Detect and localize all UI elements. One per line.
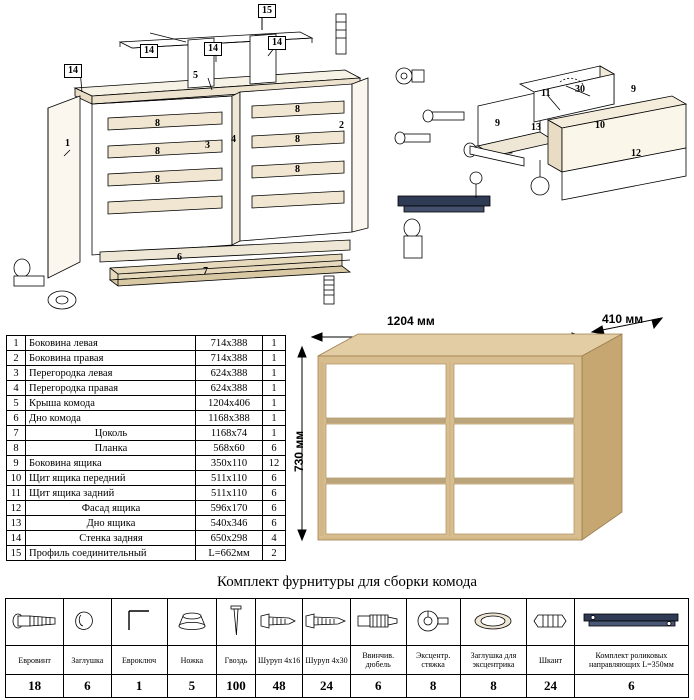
part-number: 2 (7, 351, 26, 366)
drawer-slide-icon (574, 599, 688, 646)
hardware-qty: 5 (167, 675, 217, 698)
callout-7: 7 (203, 266, 208, 277)
product-vector (292, 312, 692, 572)
part-number: 12 (7, 501, 26, 516)
part-qty: 1 (263, 381, 286, 396)
part-name: Фасад ящика (26, 501, 196, 516)
eccentric-tie-icon (406, 599, 460, 646)
part-size: 568х60 (196, 441, 263, 456)
hardware-name: Эксцентр. стяжка (406, 646, 460, 675)
part-name: Крыша комода (26, 396, 196, 411)
nail-icon (217, 599, 256, 646)
part-number: 15 (7, 546, 26, 561)
part-size: 650х298 (196, 531, 263, 546)
hardware-name: Евроключ (111, 646, 167, 675)
part-name: Щит ящика передний (26, 471, 196, 486)
screw-4x16-icon (255, 599, 302, 646)
hardware-qty-row (6, 675, 689, 698)
product-view (292, 312, 692, 572)
part-size: 1168х388 (196, 411, 263, 426)
table-row (7, 486, 286, 501)
table-row (7, 546, 286, 561)
hardware-section-title: Комплект фурнитуры для сборки комода (216, 574, 477, 590)
part-qty: 2 (263, 546, 286, 561)
hardware-name: Ножка (167, 646, 217, 675)
hardware-qty: 24 (527, 675, 574, 698)
part-size: 596х170 (196, 501, 263, 516)
part-number: 14 (7, 531, 26, 546)
hardware-name: Шкант (527, 646, 574, 675)
hardware-name: Комплект роликовых направляющих L=350мм (574, 646, 688, 675)
part-size: 1204х406 (196, 396, 263, 411)
hardware-name: Шуруп 4х30 (303, 646, 350, 675)
part-name: Цоколь (26, 426, 196, 441)
callout-4: 4 (231, 134, 236, 145)
table-row (7, 441, 286, 456)
height-dimension-label: 730 мм (292, 430, 306, 472)
hardware-qty: 18 (6, 675, 64, 698)
table-row (7, 396, 286, 411)
width-dimension-label: 1204 мм (387, 314, 435, 328)
callout-9-b: 9 (631, 84, 636, 95)
table-row (7, 426, 286, 441)
callout-14-a: 14 (140, 44, 158, 58)
part-size: 540х346 (196, 516, 263, 531)
part-qty: 1 (263, 336, 286, 351)
hardware-table (5, 598, 689, 698)
callout-8-e: 8 (295, 134, 300, 145)
part-size: 714х388 (196, 351, 263, 366)
callout-14-c: 14 (268, 36, 286, 50)
dowel-icon (527, 599, 574, 646)
callout-6: 6 (177, 252, 182, 263)
parts-table (6, 335, 286, 561)
callout-8-f: 8 (295, 164, 300, 175)
table-row (7, 456, 286, 471)
part-size: 350х110 (196, 456, 263, 471)
table-row (7, 366, 286, 381)
part-size: 1168х74 (196, 426, 263, 441)
part-qty: 1 (263, 396, 286, 411)
part-name: Планка (26, 441, 196, 456)
euro-screw-icon (6, 599, 64, 646)
table-row (7, 381, 286, 396)
table-row (7, 531, 286, 546)
part-number: 7 (7, 426, 26, 441)
part-name: Боковина правая (26, 351, 196, 366)
hardware-qty: 8 (460, 675, 527, 698)
hardware-qty: 6 (64, 675, 111, 698)
depth-dimension-label: 410 мм (602, 312, 644, 326)
part-size: 624х388 (196, 366, 263, 381)
hardware-name: Заглушка для эксцентрика (460, 646, 527, 675)
callout-8-b: 8 (155, 146, 160, 157)
part-name: Перегородка правая (26, 381, 196, 396)
hardware-name: Заглушка (64, 646, 111, 675)
hardware-qty: 6 (574, 675, 688, 698)
callout-9-a: 9 (495, 118, 500, 129)
part-size: 714х388 (196, 336, 263, 351)
hardware-qty: 100 (217, 675, 256, 698)
callout-14-b: 14 (204, 42, 222, 56)
hardware-qty: 48 (255, 675, 302, 698)
hardware-icon-row (6, 599, 689, 646)
part-number: 13 (7, 516, 26, 531)
hardware-qty: 24 (303, 675, 350, 698)
part-name: Боковина ящика (26, 456, 196, 471)
table-row (7, 471, 286, 486)
part-qty: 1 (263, 351, 286, 366)
callout-8-a: 8 (155, 118, 160, 129)
part-number: 1 (7, 336, 26, 351)
part-size: L=662мм (196, 546, 263, 561)
screw-in-dowel-icon (350, 599, 406, 646)
part-name: Перегородка левая (26, 366, 196, 381)
part-name: Дно ящика (26, 516, 196, 531)
part-name: Дно комода (26, 411, 196, 426)
callout-15: 15 (258, 4, 276, 18)
table-row (7, 411, 286, 426)
table-row (7, 501, 286, 516)
part-size: 511х110 (196, 486, 263, 501)
callout-14-d: 14 (64, 64, 82, 78)
part-qty: 6 (263, 501, 286, 516)
part-qty: 12 (263, 456, 286, 471)
assembly-vector (0, 0, 694, 325)
part-qty: 1 (263, 411, 286, 426)
callout-8-d: 8 (295, 104, 300, 115)
hardware-name: Гвоздь (217, 646, 256, 675)
part-name: Боковина левая (26, 336, 196, 351)
part-name: Щит ящика задний (26, 486, 196, 501)
table-row (7, 351, 286, 366)
callout-1: 1 (65, 138, 70, 149)
hardware-qty: 8 (406, 675, 460, 698)
part-number: 4 (7, 381, 26, 396)
euro-key-icon (111, 599, 167, 646)
screw-4x30-icon (303, 599, 350, 646)
part-qty: 6 (263, 471, 286, 486)
leg-icon (167, 599, 217, 646)
table-row (7, 336, 286, 351)
eccentric-cap-icon (460, 599, 527, 646)
part-qty: 6 (263, 516, 286, 531)
hardware-name: Ввинчив. дюбель (350, 646, 406, 675)
cap-icon (64, 599, 111, 646)
callout-8-c: 8 (155, 174, 160, 185)
part-qty: 1 (263, 366, 286, 381)
part-qty: 1 (263, 426, 286, 441)
callout-2: 2 (339, 120, 344, 131)
part-number: 5 (7, 396, 26, 411)
part-number: 6 (7, 411, 26, 426)
part-size: 511х110 (196, 471, 263, 486)
callout-12: 12 (631, 148, 641, 159)
part-number: 8 (7, 441, 26, 456)
part-qty: 6 (263, 441, 286, 456)
part-qty: 4 (263, 531, 286, 546)
part-qty: 6 (263, 486, 286, 501)
hardware-name: Евровинт (6, 646, 64, 675)
table-row (7, 516, 286, 531)
callout-30: 30 (575, 84, 585, 95)
part-number: 11 (7, 486, 26, 501)
part-number: 9 (7, 456, 26, 471)
hardware-qty: 6 (350, 675, 406, 698)
callout-3: 3 (205, 140, 210, 151)
part-name: Профиль соединительный (26, 546, 196, 561)
callout-10: 10 (595, 120, 605, 131)
callout-11: 11 (541, 88, 551, 99)
hardware-name: Шуруп 4х16 (255, 646, 302, 675)
part-size: 624х388 (196, 381, 263, 396)
callout-5: 5 (193, 70, 198, 81)
part-number: 10 (7, 471, 26, 486)
part-number: 3 (7, 366, 26, 381)
exploded-assembly-drawing (0, 0, 694, 325)
hardware-qty: 1 (111, 675, 167, 698)
hardware-name-row (6, 646, 689, 675)
callout-13: 13 (531, 122, 541, 133)
part-name: Стенка задняя (26, 531, 196, 546)
